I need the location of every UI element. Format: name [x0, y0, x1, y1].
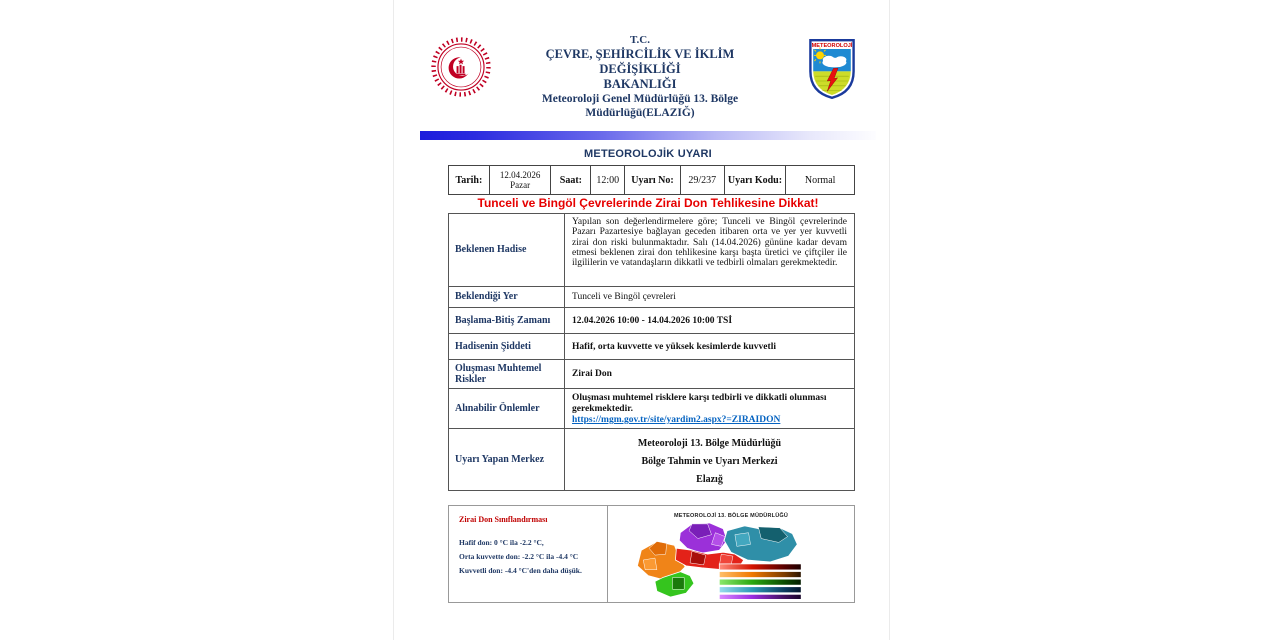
table-row-beklendigi-yer: [449, 286, 854, 307]
row-label: Beklenen Hadise: [449, 214, 565, 286]
row-label: Başlama-Bitiş Zamanı: [449, 308, 565, 333]
frost-classification-panel: [449, 506, 608, 602]
date-value: [489, 166, 551, 194]
row-label: Alınabilir Önlemler: [449, 389, 565, 428]
classification-title: Zirai Don Sınıflandırması: [459, 515, 548, 524]
table-row-hadisenin-siddeti: [449, 333, 854, 359]
time-value: 12:00: [596, 174, 620, 186]
table-row-beklenen-hadise: [449, 214, 854, 286]
classification-item: Hafif don: 0 °C ila -2.2 °C,: [459, 538, 544, 547]
time-label: Saat:: [559, 174, 582, 186]
warning-no-value: 29/237: [688, 174, 717, 186]
region-map-panel: [608, 506, 854, 602]
date-value-line2: Pazar: [510, 180, 531, 190]
warning-no-label: Uyarı No:: [631, 174, 674, 186]
warning-info-table: [448, 165, 855, 195]
issuing-center-line3: Elazığ: [696, 474, 723, 485]
blue-gradient-divider: [420, 131, 876, 140]
meteorology-logo-icon: [808, 32, 856, 106]
section-title: METEOROLOJİK UYARI: [584, 148, 712, 160]
table-row-baslama-bitis: [449, 307, 854, 333]
row-value: Yapılan son değerlendirmelere göre; Tunceli ve Bingöl çevrelerinde Pazarı Pazartesiye bağlayan geceden itibaren orta ve yer yer kuvvetli zirai don riski bulunmaktadır. Salı (14.04.2026) gününe kadar devam etmesi beklenen zirai don tehlikesine karşı başta üretici ve çiftçiler ile ilgililerin ve vatandaşların dikkatli ve tedbirli olmaları gerekmektedir.: [572, 217, 847, 269]
table-row-uyari-yapan-merkez: [449, 428, 854, 490]
issuing-center-line2: Bölge Tahmin ve Uyarı Merkezi: [641, 456, 778, 467]
row-value: [565, 429, 854, 490]
row-value: 12.04.2026 10:00 - 14.04.2026 10:00 TSİ: [572, 315, 733, 326]
ministry-header-title: [505, 33, 775, 120]
row-label: Oluşması Muhtemel Riskler: [449, 360, 565, 388]
tc-government-emblem-icon: [430, 36, 492, 98]
region-map: [629, 521, 833, 599]
map-title: METEOROLOJİ 13. BÖLGE MÜDÜRLÜĞÜ: [673, 513, 789, 519]
ministry-title-line-1: T.C.: [630, 34, 650, 46]
classification-map-box: [448, 505, 855, 603]
meteorology-logo-label: METEOROLOJİ: [811, 43, 853, 49]
classification-item: Orta kuvvette don: -2.2 °C ila -4.4 °C: [459, 552, 579, 561]
ministry-title-line-5: Müdürlüğü(ELAZIĞ): [585, 107, 695, 119]
ministry-title-line-4: Meteoroloji Genel Müdürlüğü 13. Bölge: [541, 93, 739, 105]
date-label: Tarih:: [455, 174, 483, 186]
row-value: Zirai Don: [572, 369, 612, 379]
precaution-text: Oluşması muhtemel risklere karşı tedbirli ve dikkatli olunması gerekmektedir.: [572, 393, 827, 414]
row-value: Tunceli ve Bingöl çevreleri: [572, 292, 676, 302]
classification-item: Kuvvetli don: -4.4 °C'den daha düşük.: [459, 566, 582, 575]
table-row-alinabilir-onlemler: [449, 388, 854, 428]
row-value: Hafif, orta kuvvette ve yüksek kesimlerde kuvvetli: [572, 341, 776, 352]
row-value: [565, 389, 854, 428]
ministry-title-line-3: BAKANLIĞI: [603, 77, 677, 91]
map-region-purple: [679, 523, 727, 553]
mgm-help-link[interactable]: https://mgm.gov.tr/site/yardim2.aspx?=ZIRAIDON: [572, 415, 781, 425]
date-value-line1: 12.04.2026: [499, 170, 541, 180]
row-label: Beklendiği Yer: [449, 287, 565, 307]
map-color-scale-legend: [719, 564, 801, 599]
alert-title: Tunceli ve Bingöl Çevrelerinde Zirai Don Tehlikesine Dikkat!: [477, 196, 819, 210]
row-label: Hadisenin Şiddeti: [449, 334, 565, 359]
page-left-edge: [393, 0, 394, 640]
row-label: Uyarı Yapan Merkez: [449, 429, 565, 490]
page-right-edge: [889, 0, 890, 640]
table-row-muhtemel-riskler: [449, 359, 854, 388]
issuing-center-line1: Meteoroloji 13. Bölge Müdürlüğü: [637, 438, 782, 449]
warning-details-table: [448, 213, 855, 491]
warning-code-value: Normal: [804, 174, 836, 186]
warning-code-label: Uyarı Kodu:: [727, 174, 783, 186]
ministry-title-line-2: ÇEVRE, ŞEHİRCİLİK VE İKLİM DEĞİŞİKLİĞİ: [545, 47, 735, 76]
